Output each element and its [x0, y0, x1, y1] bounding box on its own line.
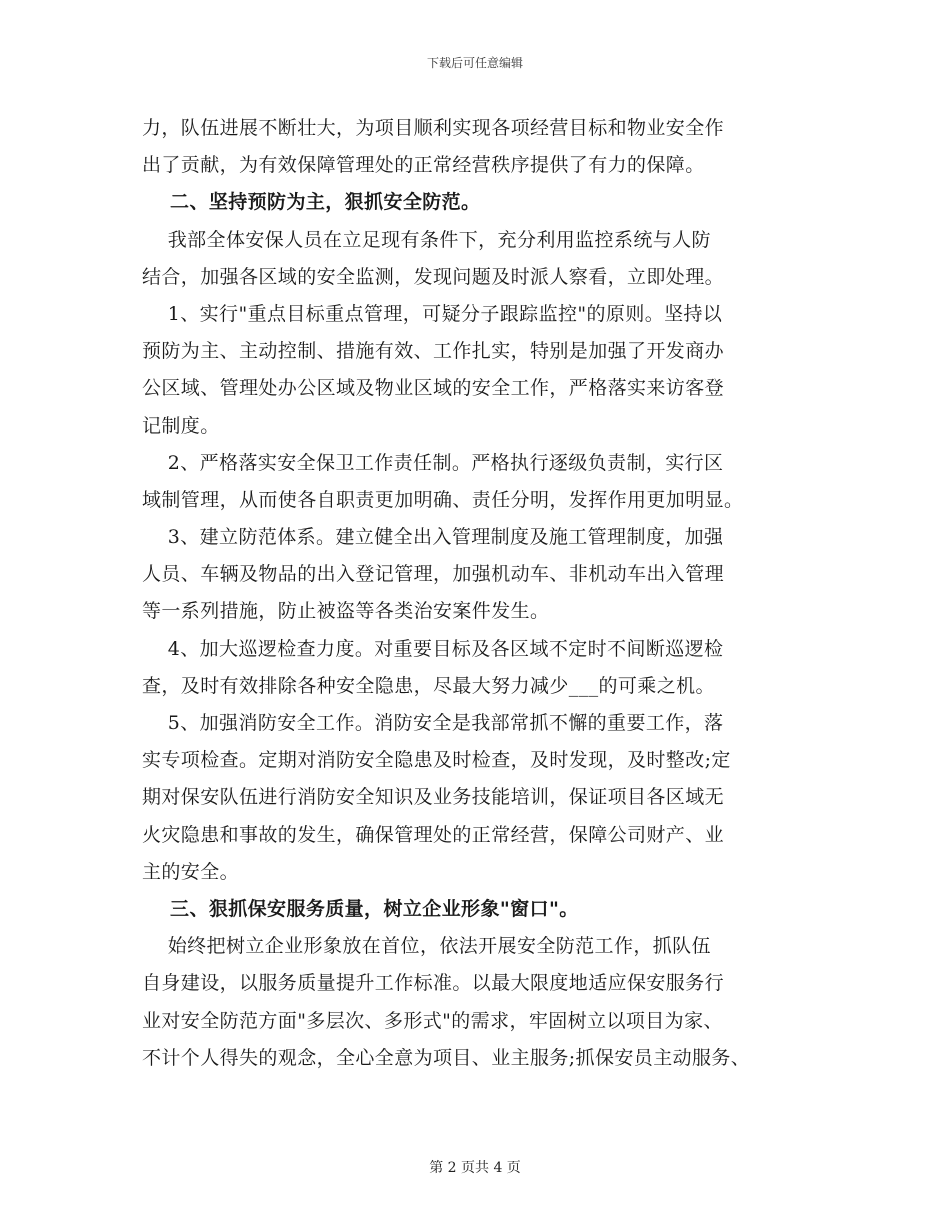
body-line: 出了贡献，为有效保障管理处的正常经营秩序提供了有力的保障。 — [142, 154, 705, 177]
body-line: 域制管理，从而使各自职责更加明确、责任分明，发挥作用更加明显。 — [142, 488, 744, 511]
body-line: 期对保安队伍进行消防安全知识及业务技能培训，保证项目各区域无 — [142, 786, 725, 809]
page-header: 下载后可任意编辑 — [426, 56, 523, 70]
body-line: 自身建设，以服务质量提升工作标准。以最大限度地适应保安服务行 — [142, 972, 725, 995]
document-body — [142, 110, 822, 1077]
body-line: 业对安全防范方面"多层次、多形式"的需求，牢固树立以项目为家、 — [142, 1009, 723, 1032]
body-line: 记制度。 — [142, 414, 220, 437]
body-line: 实专项检查。定期对消防安全隐患及时检查，及时发现，及时整改;定 — [142, 749, 731, 772]
body-line: 3、建立防范体系。建立健全出入管理制度及施工管理制度，加强 — [142, 526, 724, 549]
body-line: 查，及时有效排除各种安全隐患，尽最大努力减少___的可乘之机。 — [142, 674, 715, 697]
section-heading: 三、狠抓保安服务质量，树立企业形象"窗口"。 — [142, 897, 579, 920]
body-line: 始终把树立企业形象放在首位，依法开展安全防范工作，抓队伍 — [142, 935, 711, 958]
body-line: 我部全体安保人员在立足现有条件下，充分利用监控系统与人防 — [142, 228, 711, 251]
body-line: 结合，加强各区域的安全监测，发现问题及时派人察看，立即处理。 — [142, 265, 725, 288]
section-heading: 二、坚持预防为主，狠抓安全防范。 — [142, 191, 481, 214]
body-line: 人员、车辆及物品的出入登记管理，加强机动车、非机动车出入管理 — [142, 563, 725, 586]
page-number: 第 2 页共 4 页 — [429, 1160, 521, 1176]
body-line: 4、加大巡逻检查力度。对重要目标及各区域不定时不间断巡逻检 — [142, 637, 724, 660]
body-line: 公区域、管理处办公区域及物业区域的安全工作，严格落实来访客登 — [142, 377, 725, 400]
body-line: 1、实行"重点目标重点管理，可疑分子跟踪监控"的原则。坚持以 — [142, 302, 723, 325]
body-line: 不计个人得失的观念，全心全意为项目、业主服务;抓保安员主动服务、 — [142, 1046, 751, 1069]
body-line: 火灾隐患和事故的发生，确保管理处的正常经营，保障公司财产、业 — [142, 823, 725, 846]
body-line: 预防为主、主动控制、措施有效、工作扎实，特别是加强了开发商办 — [142, 340, 725, 363]
body-line: 5、加强消防安全工作。消防安全是我部常抓不懈的重要工作，落 — [142, 712, 724, 734]
body-line: 主的安全。 — [142, 860, 240, 883]
body-line: 等一系列措施，防止被盗等各类治安案件发生。 — [142, 600, 550, 623]
body-line: 2、严格落实安全保卫工作责任制。严格执行逐级负责制，实行区 — [142, 451, 724, 474]
body-line: 力，队伍进展不断壮大，为项目顺利实现各项经营目标和物业安全作 — [142, 117, 725, 139]
